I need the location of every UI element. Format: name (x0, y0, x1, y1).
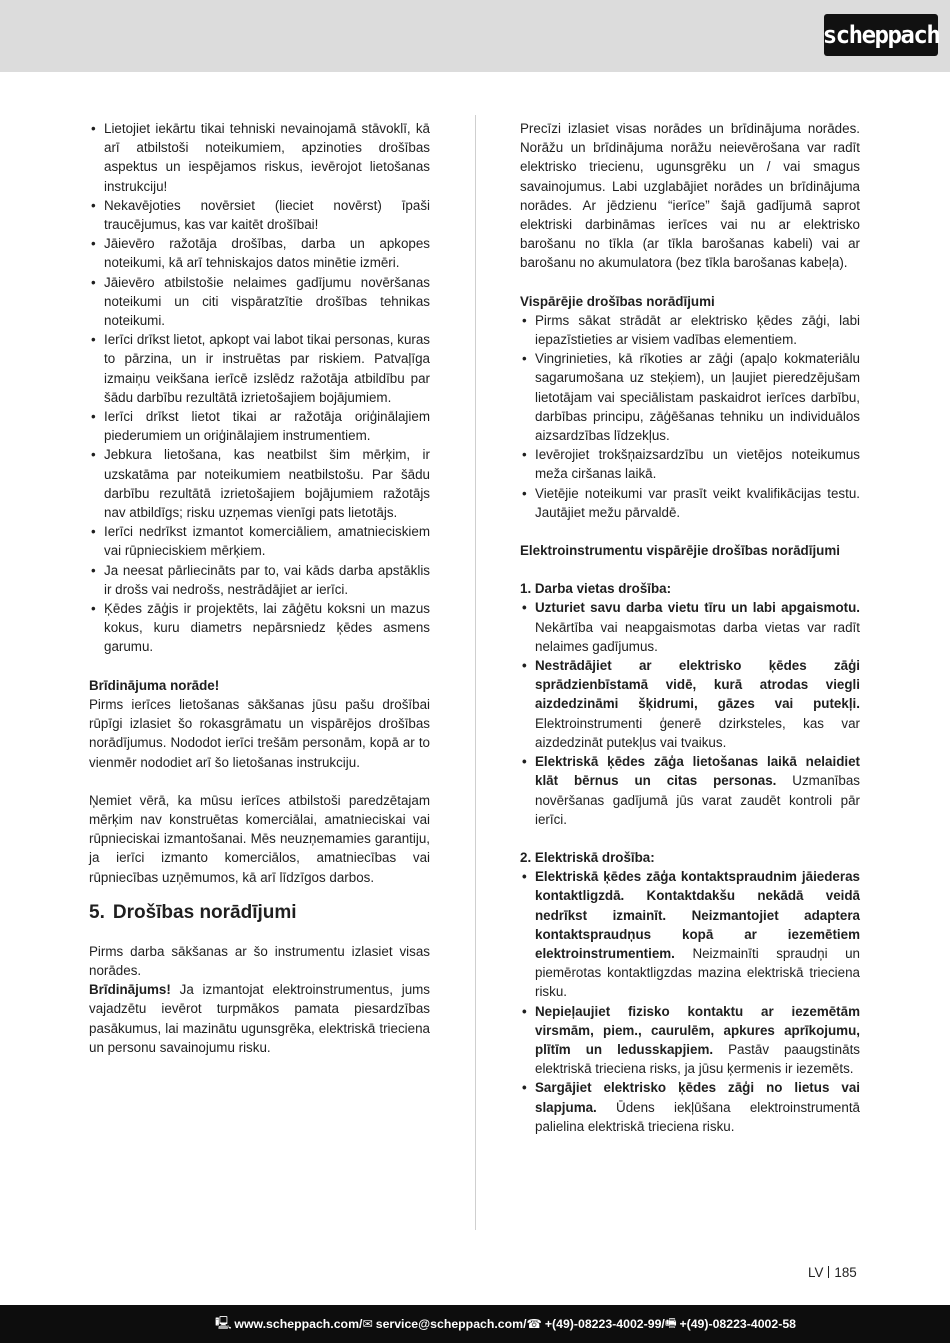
page-lang: LV (808, 1265, 824, 1280)
caution-text: Ja izmantojat elektroinstrumentus, jums vajadzētu ievērot turpmākos pamata piesardzības pasākumus, lai mazinātu ugunsgrēka, elektriskā trieciena un personu savainojumu risku. (89, 982, 430, 1055)
right-column (520, 119, 860, 1136)
work-area-list (520, 598, 860, 828)
section-title: Drošības norādījumi (112, 901, 297, 923)
list-item: • Ierīci drīkst lietot tikai ar ražotāja oriģinālajiem piederumiem un oriģinālajiem instrumentiem. (89, 407, 430, 445)
list-item: • Sargājiet elektrisko ķēdes zāģi no lietus vai slapjuma. Ūdens iekļūšana elektroinstrumentā palielina elektriskā trieciena risku. (520, 1078, 860, 1136)
list-item: • Uzturiet savu darba vietu tīru un labi apgaismotu. Nekārtība vai neapgaismotas darba vietas var radīt nelaimes gadījumus. (520, 598, 860, 656)
footer-phone: +(49)-08223-4002-99 (544, 1317, 662, 1331)
caution-label: Brīdinājums! (89, 982, 171, 998)
list-item: • Elektriskā ķēdes zāģa lietošanas laikā nelaidiet klāt bērnus un citas personas. Uzmanības novēršanas gadījumā jūs varat zaudēt kontroli pār ierīci. (520, 752, 860, 829)
warning-heading: Brīdinājuma norāde! (89, 677, 220, 693)
section-heading (89, 901, 430, 925)
list-item: • Nepieļaujiet fizisko kontaktu ar iezemētām virsmām, piem., caurulēm, apkures aprīkojumu, plītīm un ledusskapjiem. Pastāv paaugstināts elektriskā trieciena risks, ja jūsu ķermenis ir iezemēts. (520, 1002, 860, 1079)
list-item: • Nekavējoties novērsiet (lieciet novērst) īpaši traucējumus, kas var kaitēt drošībai! (89, 196, 430, 234)
column-divider (475, 115, 476, 1230)
list-item: • Ja neesat pārliecināts par to, vai kāds darba apstāklis ir drošs vai nedrošs, nestrādājiet ar ierīci. (89, 561, 430, 599)
right-intro-text: Precīzi izlasiet visas norādes un brīdinājuma norādes. Norāžu un brīdinājuma norāžu neievērošana var radīt elektrisko triecienu, ugunsgrēku un / vai smagus savainojumus. Labi uzglabājiet norādes un brīdinājuma norādes. Ar jēdzienu “ierīce” šajā gadījumā saprot elektriski darbināmas ierīces vai nu ar elektrisko barošanu no tīkla (ar tīkla barošanas kabeli) vai ar barošanu no akumulatora (bez tīkla barošanas kabeļa). (520, 121, 860, 271)
power-tool-safety-heading: Elektroinstrumentu vispārējie drošības norādījumi (520, 543, 840, 559)
section-number: 5. (89, 901, 105, 923)
list-item: • Ierīci drīkst lietot, apkopt vai labot tikai personas, kuras to pārzina, un ir instruētas par riskiem. Patvaļīga izmaiņu veikšana ierīcē izslēdz ražotāja atbildību par šādu darbību rezultātā izrietošajiem bojājumiem. (89, 330, 430, 407)
footer-fax: +(49)-08223-4002-58 (679, 1317, 796, 1331)
computer-icon: 🖳 (215, 1315, 232, 1330)
scheppach-logo: scheppach (824, 14, 938, 56)
usage-rules-list (89, 119, 430, 657)
phone-icon: ☎ (526, 1317, 542, 1331)
list-item: • Pirms sākat strādāt ar elektrisko ķēdes zāģi, labi iepazīstieties ar visiem vadības elementiem. (520, 311, 860, 349)
list-item: • Nestrādājiet ar elektrisko ķēdes zāģi sprādzienbīstamā vidē, kurā atrodas viegli aizdedzināmi šķidrumi, gāzes vai putekļi. Elektroinstrumenti ģenerē dzirksteles, kas var aizdedzināt putekļus vai tvaikus. (520, 656, 860, 752)
electrical-safety-list (520, 867, 860, 1136)
list-item: • Ierīci nedrīkst izmantot komerciāliem, amatnieciskiem vai rūpnieciskiem mērķiem. (89, 522, 430, 560)
caution-paragraph (89, 980, 430, 1057)
footer-bar: 🖳 www.scheppach.com / ✉ service@scheppach.com / ☎ +(49)-08223-4002-99 / 🖷 +(49)-08223-4002-58 (0, 1305, 950, 1343)
work-area-heading: 1. Darba vietas drošība: (520, 581, 672, 597)
header-band (0, 0, 950, 72)
list-item: • Jāievēro atbilstošie nelaimes gadījumu novēršanas noteikumi un citi vispāratzītie drošības tehnikas noteikumi. (89, 273, 430, 331)
list-item: • Vietējie noteikumi var prasīt veikt kvalifikācijas testu. Jautājiet mežu pārvaldē. (520, 484, 860, 522)
intro-text: Pirms darba sākšanas ar šo instrumentu izlasiet visas norādes. (89, 943, 430, 978)
mail-icon: ✉ (362, 1317, 373, 1331)
list-item: • Ievērojiet trokšņaizsardzību un vietējos noteikumus meža ciršanas laikā. (520, 445, 860, 483)
warning-text: Pirms ierīces lietošanas sākšanas jūsu pašu drošībai rūpīgi izlasiet šo rokasgrāmatu un vispārējos drošības norādījumus. Nododot ierīci trešām personām, kopā ar to vienmēr nododiet arī šo lietošanas instrukciju. (89, 696, 430, 770)
page-num: 185 (834, 1265, 857, 1280)
list-item: • Elektriskā ķēdes zāģa kontaktspraudnim jāiederas kontaktligzdā. Kontaktdakšu nekādā veidā nedrīkst izmainīt. Neizmantojiet adaptera kontaktspraudņus kopā ar iezemētiem elektroinstrumentiem. Neizmainīti spraudņi un piemērotas kontaktligzdas mazina elektriskā trieciena risku. (520, 867, 860, 1001)
list-item: • Ķēdes zāģis ir projektēts, lai zāģētu koksni un mazus kokus, kuru diametrs nepārsniedz ķēdes asmens garumu. (89, 599, 430, 657)
page-number (808, 1265, 857, 1280)
footer-website-link[interactable]: www.scheppach.com (234, 1317, 360, 1331)
list-item: • Jebkura lietošana, kas neatbilst šim mērķim, ir uzskatāma par noteikumiem neatbilstošu. Par šādu darbību rezultātā izrietošajiem bojājumiem ražotājs nav atbildīgs; risku uzņemas vienīgi pats lietotājs. (89, 445, 430, 522)
electrical-safety-heading: 2. Elektriskā drošība: (520, 849, 655, 865)
left-column (89, 119, 430, 1057)
page-separator (828, 1266, 829, 1278)
footer-email-link[interactable]: service@scheppach.com (375, 1317, 524, 1331)
list-item: • Jāievēro ražotāja drošības, darba un apkopes noteikumi, kā arī tehniskajos datos minētie izmēri. (89, 234, 430, 272)
general-safety-list (520, 311, 860, 522)
list-item: • Vingrinieties, kā rīkoties ar zāģi (apaļo kokmateriālu sagarumošana uz steķiem), un ļaujiet pieredzējušam lietotājam vai speciālistam paskaidrot ierīces darbību, darbības principu, zāģēšanas tehniku un individuālos aizsardzības līdzekļus. (520, 349, 860, 445)
fax-icon: 🖷 (664, 1315, 677, 1330)
list-item: • Lietojiet iekārtu tikai tehniski nevainojamā stāvoklī, kā arī atbilstoši noteikumiem, apzinoties drošības aspektus un iespējamos riskus, ievērojot lietošanas instrukciju! (89, 119, 430, 196)
commercial-use-text: Ņemiet vērā, ka mūsu ierīces atbilstoši paredzētajam mērķim nav konstruētas komerciālai, amatnieciskai vai rūpnieciskai izmantošanai. Mēs neuzņemamies garantiju, ja ierīci izmanto komerciālos, amatniecības vai rūpniecības uzņēmumos, kā arī līdzīgos darbos. (89, 792, 430, 885)
general-safety-heading: Vispārējie drošības norādījumi (520, 293, 715, 309)
